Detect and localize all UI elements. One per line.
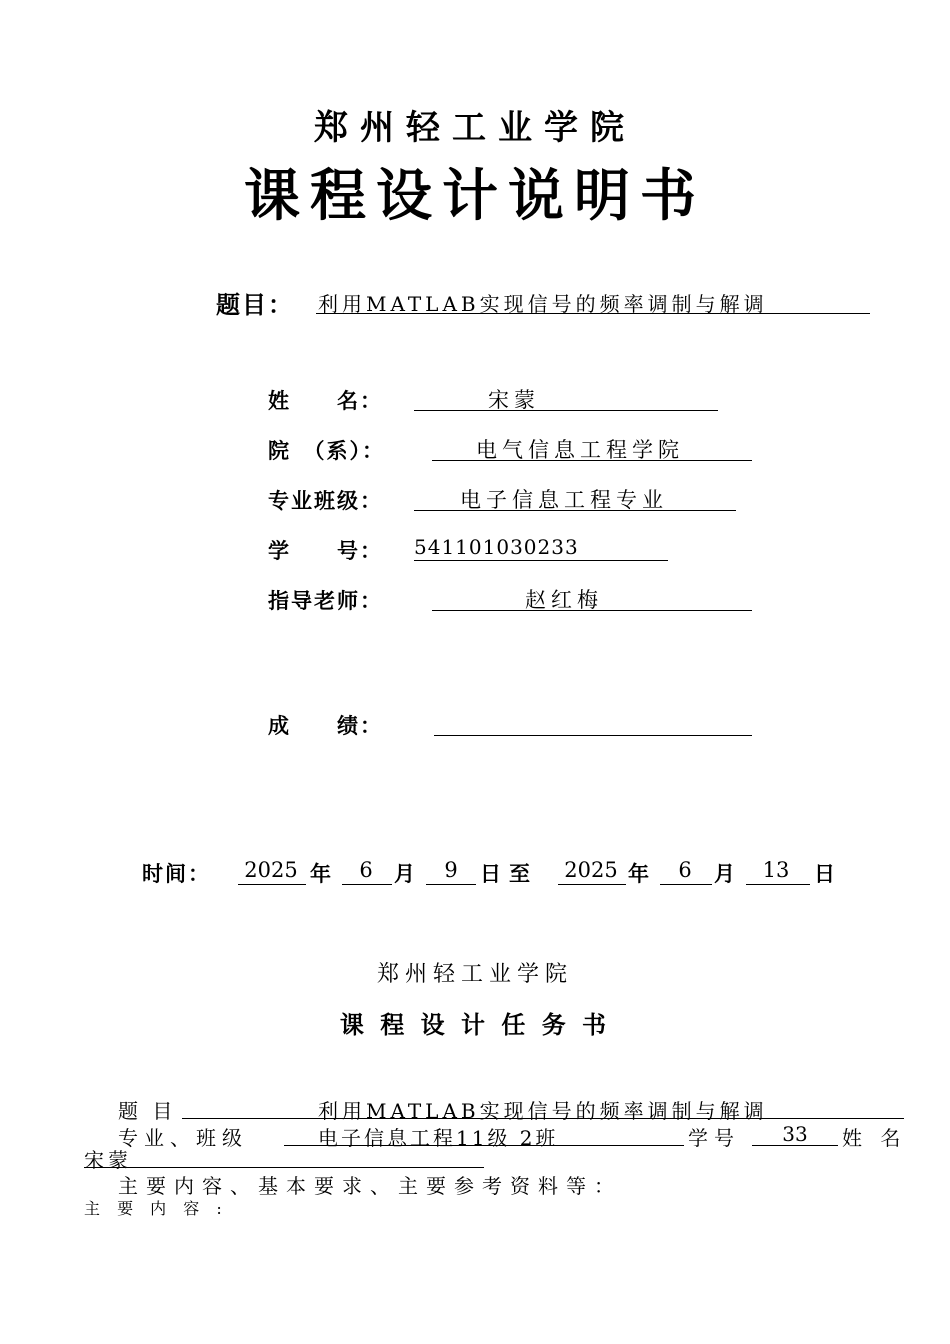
task-major-value: 电子信息工程11级 2班 [318,1126,559,1150]
task-id-underline [752,1145,838,1146]
topic-value: 利用MATLAB实现信号的频率调制与解调 [318,292,768,316]
content-label: 主 要 内 容 : [84,1199,228,1218]
task-name-label: 姓 名 [842,1126,907,1150]
task-title: 课 程 设 计 任 务 书 [339,1010,611,1039]
start-year-underline [238,884,306,885]
end-year-underline [558,884,626,885]
end-year-value: 2025 [564,858,618,882]
task-id-value: 33 [782,1122,808,1146]
task-id-label: 学号 [688,1126,740,1150]
advisor-value: 赵红梅 [525,588,603,612]
advisor-label: 指导老师： [268,588,383,613]
end-day-underline [746,884,810,885]
task-name-value: 宋蒙 [84,1148,132,1172]
task-major-underline [284,1145,684,1146]
task-topic-label: 题 目 [118,1099,177,1123]
start-month-value: 6 [359,858,373,882]
grade-label: 成 绩： [268,713,383,738]
topic-underline [316,313,870,314]
grade-underline [434,735,752,736]
end-month-char: 月 [714,861,737,886]
major-class-underline [414,510,736,511]
department-underline [432,460,752,461]
task-name-underline [84,1167,484,1168]
department-label: 院 （系）： [268,438,385,463]
start-year-value: 2025 [244,858,298,882]
student-id-value: 541101030233 [414,535,579,559]
start-month-char: 月 [394,861,417,886]
time-label: 时间： [142,861,211,886]
to-word: 日至 [480,861,538,886]
department-value: 电气信息工程学院 [476,438,684,462]
end-year-char: 年 [628,861,651,886]
start-day-value: 9 [444,858,458,882]
name-underline [414,410,718,411]
start-month-underline [342,884,392,885]
start-day-underline [426,884,476,885]
task-topic-value: 利用MATLAB实现信号的频率调制与解调 [318,1099,768,1123]
end-month-underline [660,884,712,885]
start-year-char: 年 [310,861,333,886]
task-topic-underline [182,1118,904,1119]
document-title: 课程设计说明书 [244,163,706,229]
name-value: 宋蒙 [488,388,540,412]
advisor-underline [432,610,752,611]
task-major-label: 专业、班级 [118,1126,248,1150]
requirements-label: 主要内容、基本要求、主要参考资料等： [118,1174,622,1198]
end-day-char: 日 [814,861,837,886]
student-id-underline [414,560,668,561]
student-id-label: 学 号： [268,538,383,563]
name-label: 姓 名： [268,388,383,413]
task-school-name: 郑州轻工业学院 [376,962,573,987]
topic-label: 题目： [216,290,294,319]
end-month-value: 6 [678,858,692,882]
school-name: 郑州轻工业学院 [314,108,636,148]
major-class-label: 专业班级： [268,488,383,513]
end-day-value: 13 [762,858,790,882]
major-class-value: 电子信息工程专业 [460,488,668,512]
